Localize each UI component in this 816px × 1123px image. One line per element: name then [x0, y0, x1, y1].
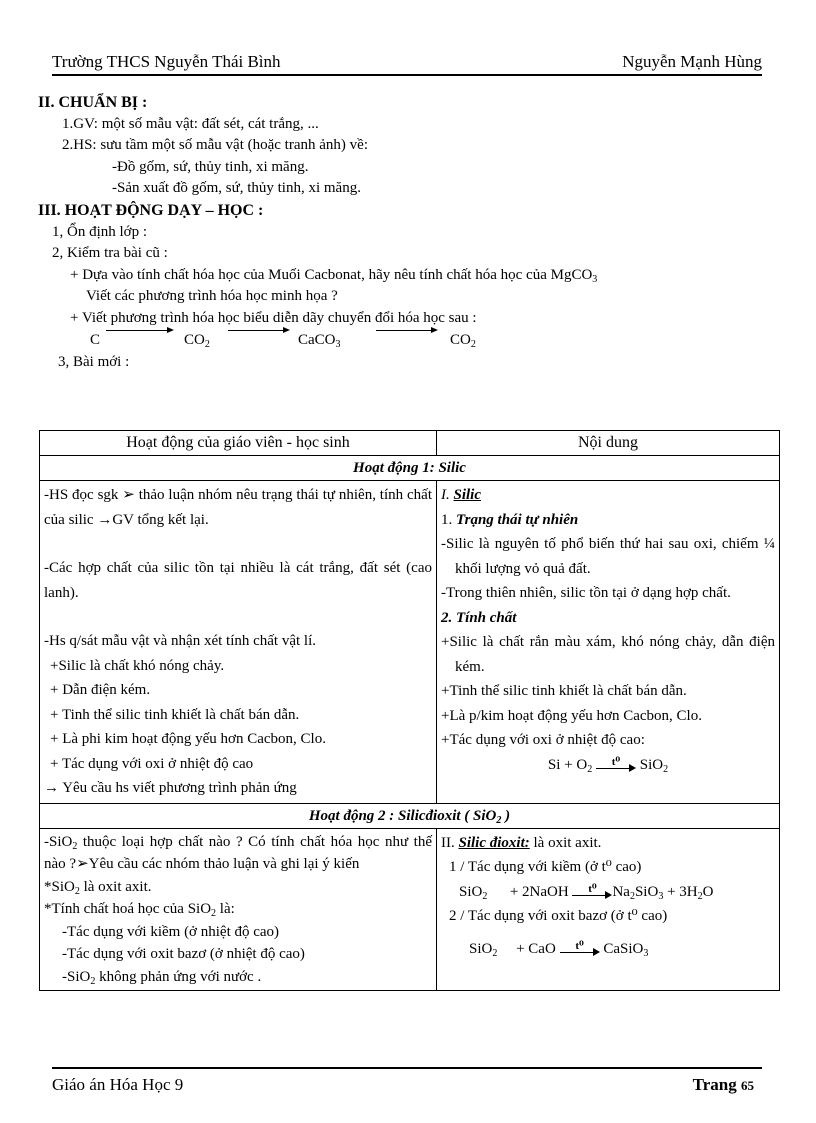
- reaction-si-o2: $Si + O_2$ t⁰ SiO$_2$: [547, 756, 669, 775]
- prep-item: -Sản xuất đồ gốm, sứ, thủy tinh, xi măng.: [112, 180, 361, 197]
- list-item: + Dẫn điện kém.: [50, 682, 151, 698]
- reaction-sio2-naoh: SiO$_2$ + 2NaOH t⁰ $Na_2SiO_3 + 3H_2O$: [459, 883, 714, 902]
- list-item: +Là p/kim hoạt động yếu hơn Cacbon, Clo.: [441, 707, 702, 724]
- page-number: Trang 65: [692, 1075, 754, 1094]
- list-item: *SiO$_2$ là oxit axit.: [44, 878, 152, 897]
- arrow-icon: [106, 330, 172, 331]
- step-2: 2, Kiểm tra bài cũ :: [52, 245, 168, 262]
- list-item: -Tác dụng với oxit bazơ (ở nhiệt độ cao): [62, 946, 305, 962]
- prep-teacher: 1.GV: một số mẫu vật: đất sét, cát trắng, ...: [62, 115, 319, 132]
- question-1: + Dựa vào tính chất hóa học của Muối Cacbonat, hãy nêu tính chất hóa học của MgCO$_3$: [70, 266, 598, 285]
- list-item: -HS đọc sgk ➢ thảo luận nhóm nêu trạng thái tự nhiên, tính chất của silic →GV tổng kết lại.: [44, 487, 432, 528]
- prep-item: -Đồ gốm, sứ, thủy tinh, xi măng.: [112, 158, 309, 175]
- author-name: Nguyễn Mạnh Hùng: [622, 52, 762, 71]
- table-header-row: [40, 431, 780, 456]
- page-header: [52, 52, 762, 76]
- heading-silicon-dioxide: II. Silic đioxit: là oxit axit.: [441, 834, 602, 851]
- list-item: -SiO$_2$ không phản ứng với nước .: [62, 968, 262, 987]
- school-name: Trường THCS Nguyễn Thái Bình: [52, 52, 281, 71]
- chain-c: C: [90, 331, 101, 348]
- activity-1-title: Hoạt động 1: Silic: [40, 456, 780, 481]
- activity-title-row: [40, 803, 780, 828]
- col-header-activities: Hoạt động của giáo viên - học sinh: [40, 431, 437, 456]
- list-item: *Tính chất hoá học của SiO$_2$ là:: [44, 901, 235, 919]
- activity-1-right: [437, 481, 780, 804]
- list-item: → Yêu cầu hs viết phương trình phản ứng: [44, 780, 297, 796]
- step-1: 1, Ổn định lớp :: [52, 223, 148, 240]
- list-item: -Silic là nguyên tố phổ biến thứ hai sau oxi, chiếm ¼ khối lượng vỏ quả đất.: [441, 536, 775, 577]
- list-item: +Tinh thể silic tinh khiết là chất bán dẫn.: [441, 683, 687, 699]
- spacer: [44, 532, 432, 556]
- arrow-icon: t⁰: [572, 886, 612, 898]
- list-item: + Tác dụng với oxi ở nhiệt độ cao: [50, 755, 254, 772]
- list-item: 2 / Tác dụng với oxit bazơ (ở t⁰ cao): [449, 908, 668, 924]
- heading-properties: 2. Tính chất: [441, 609, 517, 626]
- list-item: + Là phi kim hoạt động yếu hơn Cacbon, Clo.: [50, 731, 326, 747]
- activity-2-title: Hoạt động 2 : Silicđioxit ( SiO$_2$ ): [40, 803, 780, 828]
- arrow-icon: [228, 330, 288, 331]
- lesson-preface: [38, 92, 786, 373]
- section-title-preparation: II. CHUẨN BỊ :: [38, 94, 148, 111]
- activity-2-right: [437, 828, 780, 991]
- heading-natural-state: 1. Trạng thái tự nhiên: [441, 511, 579, 528]
- question-1-cont: Viết các phương trình hóa học minh họa ?: [86, 288, 338, 305]
- list-item: 1 / Tác dụng với kiềm (ở t⁰ cao): [449, 859, 642, 875]
- step-3: 3, Bài mới :: [58, 353, 130, 370]
- list-item: -Tác dụng với kiềm (ở nhiệt độ cao): [62, 923, 280, 940]
- conversion-chain: [38, 330, 786, 352]
- activity-title-row: [40, 456, 780, 481]
- col-header-content: Nội dung: [437, 431, 780, 456]
- activity-2-row: [40, 828, 780, 991]
- chain-caco3: CaCO$_3$: [298, 331, 341, 350]
- activity-1-left: [40, 481, 437, 804]
- list-item: + Tinh thể silic tinh khiết là chất bán dẫn.: [50, 706, 300, 723]
- chain-co2: $CO_2$: [184, 331, 210, 350]
- chain-co2: $CO_2$: [450, 331, 476, 350]
- activity-1-row: [40, 481, 780, 804]
- lesson-table: [39, 430, 780, 991]
- list-item: -Các hợp chất của silic tồn tại nhiều là cát trắng, đất sét (cao lanh).: [44, 560, 432, 601]
- list-item: -Hs q/sát mẫu vật và nhận xét tính chất vật lí.: [44, 633, 317, 649]
- list-item: +Tác dụng với oxi ở nhiệt độ cao:: [441, 732, 645, 748]
- list-item: +Silic là chất rắn màu xám, khó nóng chảy, dẫn điện kém.: [441, 634, 775, 675]
- arrow-icon: t⁰: [596, 759, 636, 771]
- spacer: [44, 605, 432, 629]
- heading-silic: I. Silic: [441, 487, 482, 503]
- list-item: +Silic là chất khó nóng chảy.: [50, 657, 225, 674]
- activity-2-left: [40, 828, 437, 991]
- page-footer: [52, 1067, 762, 1095]
- arrow-icon: t⁰: [560, 943, 600, 955]
- arrow-icon: [376, 330, 436, 331]
- prep-student: 2.HS: sưu tầm một số mẫu vật (hoặc tranh ảnh) về:: [62, 137, 368, 154]
- list-item: -Trong thiên nhiên, silic tồn tại ở dạng hợp chất.: [441, 585, 731, 601]
- footer-title: Giáo án Hóa Học 9: [52, 1075, 184, 1094]
- question-2: + Viết phương trình hóa học biểu diễn dãy chuyển đổi hóa học sau :: [70, 309, 477, 326]
- section-title-activities: III. HOẠT ĐỘNG DẠY – HỌC :: [38, 201, 264, 219]
- list-item: -SiO$_2$ thuộc loại hợp chất nào ? Có tính chất hóa học như thế nào ?➢Yêu cầu các nhóm thảo luận và ghi lại ý kiến: [44, 833, 432, 872]
- reaction-sio2-cao: SiO$_2$ + CaO t⁰ CaSiO$_3$: [469, 940, 649, 959]
